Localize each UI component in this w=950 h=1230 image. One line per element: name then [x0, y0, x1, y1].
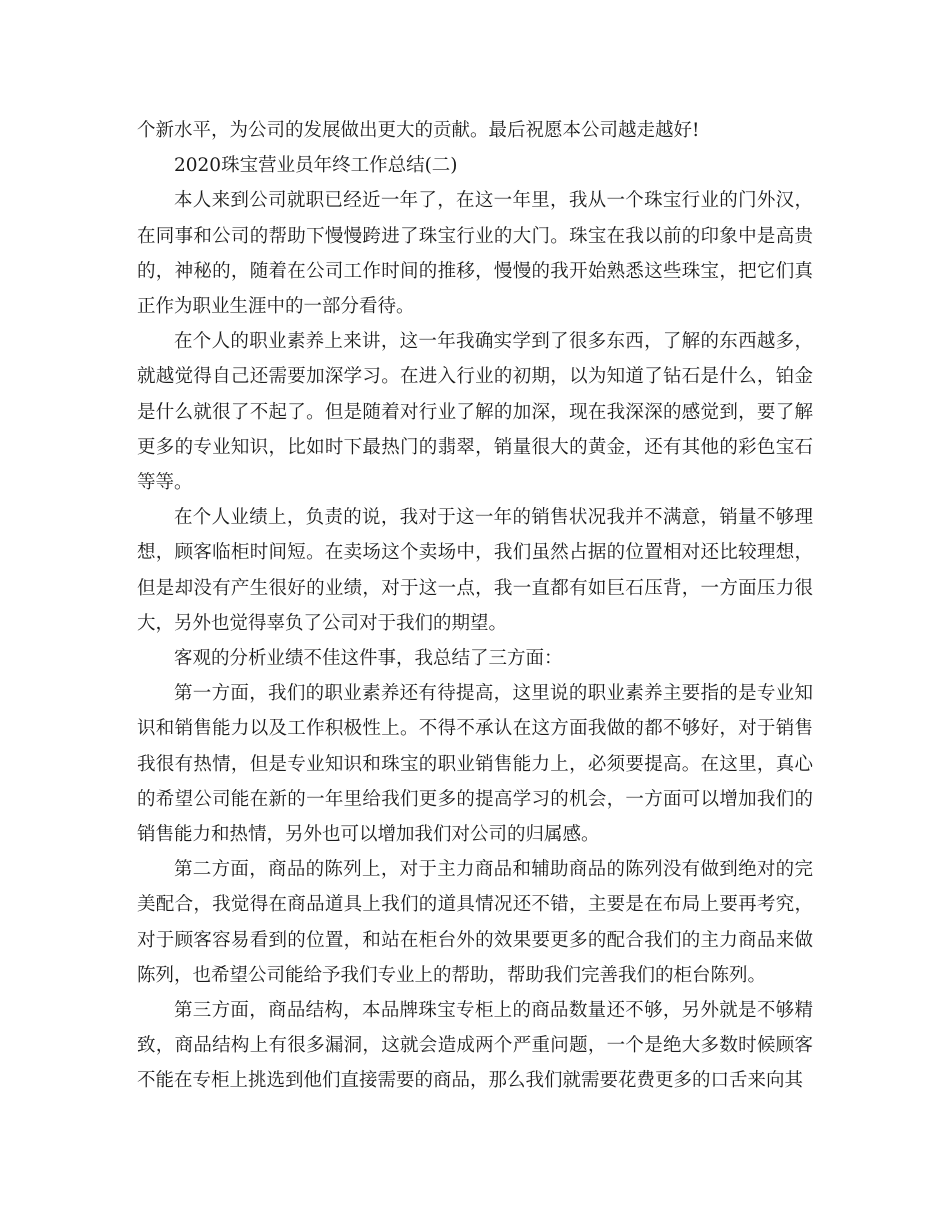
paragraph: 第三方面，商品结构，本品牌珠宝专柜上的商品数量还不够，另外就是不够精致，商品结构上有很多漏洞，这就会造成两个严重问题，一个是绝大多数时候顾客不能在专柜上挑选到他们直接需要的商品，那么我们就需要花费更多的口舌来向其 [137, 1000, 813, 1092]
paragraph: 第二方面，商品的陈列上，对于主力商品和辅助商品的陈列没有做到绝对的完美配合，我觉得在商品道具上我们的道具情况还不错，主要是在布局上要再考究，对于顾客容易看到的位置，和站在柜台外的效果要更多的配合我们的主力商品来做陈列，也希望公司能给予我们专业上的帮助，帮助我们完善我们的柜台陈列。 [137, 859, 813, 986]
paragraph: 在个人的职业素养上来讲，这一年我确实学到了很多东西，了解的东西越多，就越觉得自己还需要加深学习。在进入行业的初期，以为知道了钻石是什么，铂金是什么就很了不起了。但是随着对行业了解的加深，现在我深深的感觉到，要了解更多的专业知识，比如时下最热门的翡翠，销量很大的黄金，还有其他的彩色宝石等等。 [137, 331, 813, 494]
paragraph: 客观的分析业绩不佳这件事，我总结了三方面： [174, 648, 563, 670]
paragraph: 在个人业绩上，负责的说，我对于这一年的销售状况我并不满意，销量不够理想，顾客临柜时间短。在卖场这个卖场中，我们虽然占据的位置相对还比较理想，但是却没有产生很好的业绩，对于这一点，我一直都有如巨石压背，一方面压力很大，另外也觉得辜负了公司对于我们的期望。 [137, 507, 813, 634]
paragraph: 本人来到公司就职已经近一年了，在这一年里，我从一个珠宝行业的门外汉，在同事和公司的帮助下慢慢跨进了珠宝行业的大门。珠宝在我以前的印象中是高贵的，神秘的，随着在公司工作时间的推移，慢慢的我开始熟悉这些珠宝，把它们真正作为职业生涯中的一部分看待。 [137, 190, 813, 318]
paragraph: 第一方面，我们的职业素养还有待提高，这里说的职业素养主要指的是专业知识和销售能力以及工作积极性上。不得不承认在这方面我做的都不够好，对于销售我很有热情，但是专业知识和珠宝的职业销售能力上，必须要提高。在这里，真心的希望公司能在新的一年里给我们更多的提高学习的机会，一方面可以增加我们的销售能力和热情，另外也可以增加我们对公司的归属感。 [137, 683, 813, 846]
paragraph-continuation: 个新水平，为公司的发展做出更大的贡献。最后祝愿本公司越走越好! [137, 120, 700, 141]
section-heading: 2020珠宝营业员年终工作总结(二) [174, 155, 458, 177]
document-body [137, 113, 813, 1099]
